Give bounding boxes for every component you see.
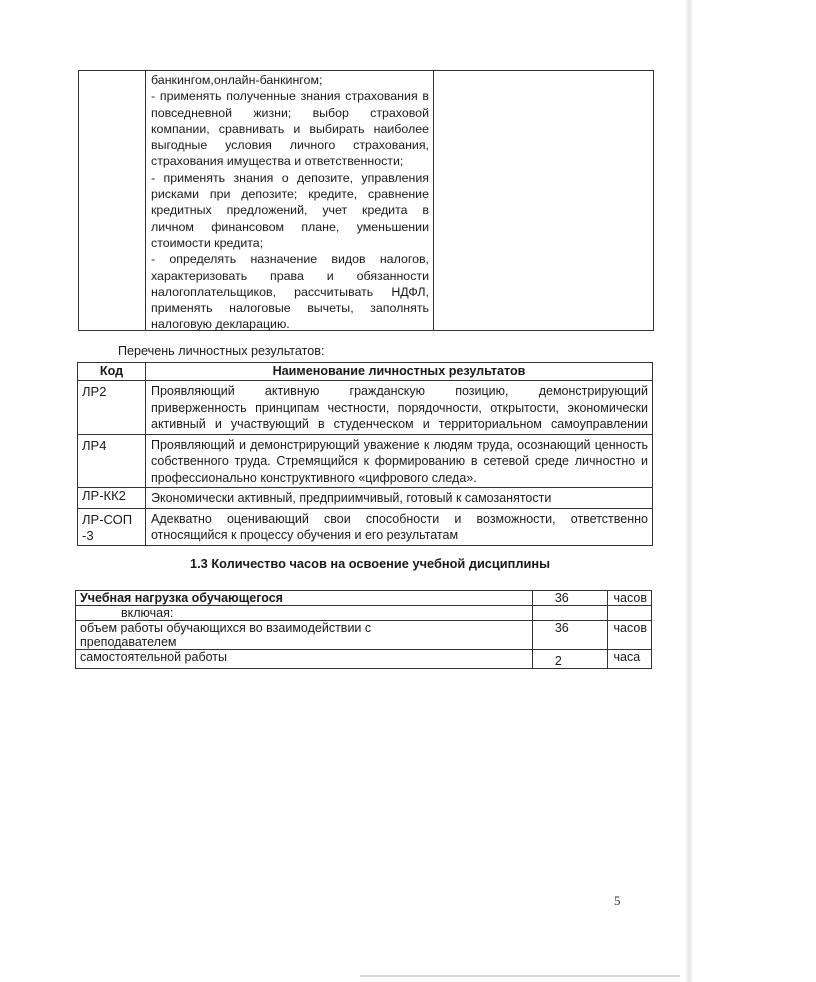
description-line: относящийся к процессу обучения и его результатам xyxy=(151,528,459,542)
skills-line: рисками при депозите; кредите, сравнение xyxy=(151,187,429,202)
result-code: ЛР2 xyxy=(78,381,146,435)
skills-table-col-code xyxy=(79,71,146,330)
skills-line: стоимости кредита; xyxy=(151,235,264,250)
result-description xyxy=(146,434,653,488)
personal-results-caption: Перечень личностных результатов: xyxy=(118,344,325,358)
skills-line: кредитных предложений, учет кредита в xyxy=(151,203,429,218)
description-line: Проявляющий и демонстрирующий уважение к людям труда, осознающий ценность xyxy=(151,437,648,452)
hours-name: Учебная нагрузка обучающегося xyxy=(76,591,533,606)
personal-results-table xyxy=(77,362,653,546)
section-title: 1.3 Количество часов на освоение учебной дисциплины xyxy=(190,556,551,571)
description-line: Адекватно оценивающий свои способности и возможности, ответственно xyxy=(151,511,648,526)
skills-table xyxy=(78,70,654,331)
skills-line: страхования имущества и ответственности; xyxy=(151,154,404,169)
header-name: Наименование личностных результатов xyxy=(146,363,653,381)
skills-line: личном финансовом плане, уменьшении xyxy=(151,219,429,234)
hours-unit: часа xyxy=(607,650,651,669)
skills-line: применять налоговые вычеты, заполнять xyxy=(151,301,429,316)
description-line: Экономически активный, предприимчивый, готовый к самозанятости xyxy=(151,491,552,505)
hours-value: 2 xyxy=(532,650,607,669)
result-code xyxy=(78,508,146,545)
skills-line: налогоплательщиков, рассчитывать НДФЛ, xyxy=(151,284,429,299)
hours-name-line: объем работы обучающихся во взаимодействии с xyxy=(80,621,372,635)
hours-unit: часов xyxy=(607,591,651,606)
skills-line: налоговую декларацию. xyxy=(151,317,290,332)
result-code: ЛР-КК2 xyxy=(78,488,146,509)
result-description xyxy=(146,381,653,435)
result-code: ЛР4 xyxy=(78,434,146,488)
table-row xyxy=(76,650,652,669)
page-edge-shadow xyxy=(686,0,692,982)
table-row xyxy=(78,381,653,435)
hours-name: включая: xyxy=(76,606,533,621)
table-header-row xyxy=(78,363,653,381)
table-row xyxy=(76,591,652,606)
table-row xyxy=(78,508,653,545)
hours-name: самостоятельной работы xyxy=(76,650,533,669)
result-code-line: ЛР-СОП xyxy=(82,511,133,527)
description-line: профессионально конструктивного «цифрового следа». xyxy=(151,470,477,485)
hours-name-line: преподавателем xyxy=(80,635,177,649)
hours-unit xyxy=(607,606,651,621)
skills-line: выгодные условия личного страхования, xyxy=(151,138,429,153)
page-bottom-edge xyxy=(360,975,680,977)
description-line: приверженность принципам честности, порядочности, открытости, экономически xyxy=(151,400,648,415)
table-row xyxy=(76,606,652,621)
hours-table xyxy=(75,590,652,669)
skills-line: повседневной жизни; выбор страховой xyxy=(151,105,429,120)
skills-line: - определять назначение видов налогов, xyxy=(151,252,429,267)
hours-value xyxy=(532,606,607,621)
hours-name xyxy=(76,621,533,650)
result-code-line: -3 xyxy=(82,527,94,543)
table-row xyxy=(76,621,652,650)
table-row xyxy=(78,488,653,509)
skills-line: - применять полученные знания страхования в xyxy=(151,89,429,104)
result-description xyxy=(146,488,653,509)
header-code: Код xyxy=(78,363,146,381)
table-row xyxy=(78,434,653,488)
hours-value: 36 xyxy=(532,621,607,650)
skills-line: - применять знания о депозите, управления xyxy=(151,170,429,185)
result-description xyxy=(146,508,653,545)
page-number: 5 xyxy=(614,893,621,908)
description-line: собственного труда. Стремящийся к формированию в сетевой среде личностно и xyxy=(151,454,648,468)
skills-line: компании, сравнивать и выбирать наиболее xyxy=(151,121,429,136)
skills-line: характеризовать права и обязанности xyxy=(151,268,429,283)
description-line: Проявляющий активную гражданскую позицию, демонстрирующий xyxy=(151,384,648,398)
skills-table-col-notes xyxy=(435,71,653,330)
hours-value: 36 xyxy=(532,591,607,606)
hours-unit: часов xyxy=(607,621,651,650)
skills-table-col-skills xyxy=(146,71,434,330)
description-line: активный и участвующий в студенческом и территориальном самоуправлении xyxy=(151,417,648,431)
skills-line: банкингом,онлайн-банкингом; xyxy=(151,73,323,87)
